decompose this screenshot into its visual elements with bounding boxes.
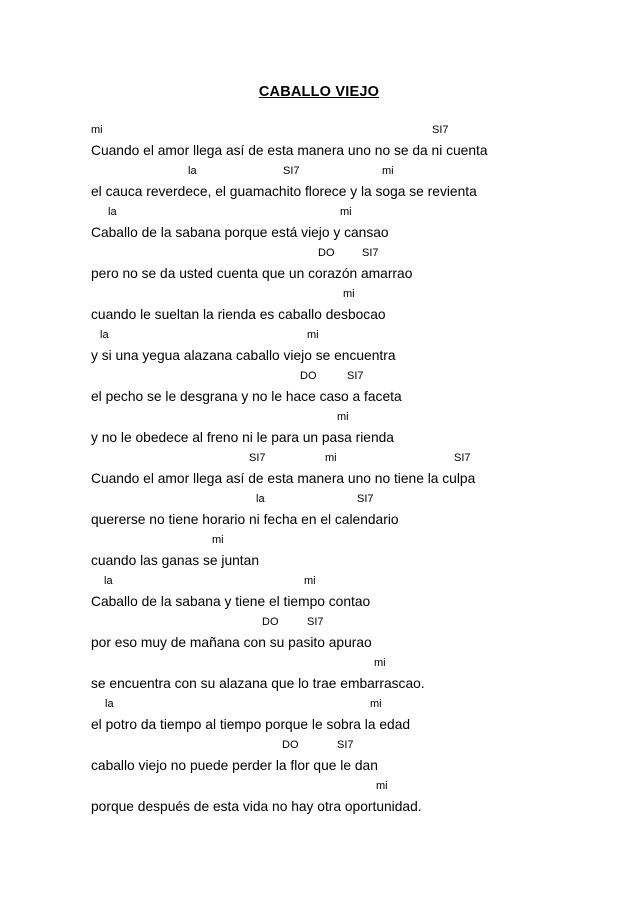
chord: SI7	[337, 739, 354, 751]
lyric-line: el potro da tiempo al tiempo porque le sobra la edad	[91, 717, 411, 732]
chord: mi	[340, 206, 352, 218]
chord: la	[188, 165, 197, 177]
chord: DO	[262, 616, 279, 628]
lyric-line: cuando las ganas se juntan	[91, 553, 259, 568]
lyric-line: por eso muy de mañana con su pasito apurao	[91, 635, 372, 650]
chord: SI7	[362, 247, 379, 259]
chord: SI7	[249, 452, 266, 464]
chord: SI7	[283, 165, 300, 177]
lyric-line: cuando le sueltan la rienda es caballo desbocao	[91, 307, 386, 322]
chord: DO	[300, 370, 317, 382]
lyric-line: Cuando el amor llega así de esta manera uno no tiene la culpa	[91, 471, 476, 486]
chord: mi	[376, 780, 388, 792]
lyric-line: y no le obedece al freno ni le para un pasa rienda	[91, 430, 394, 445]
chord: la	[108, 206, 117, 218]
chord: mi	[325, 452, 337, 464]
lyric-line: pero no se da usted cuenta que un corazón amarrao	[91, 266, 413, 281]
chord: mi	[307, 329, 319, 341]
chord: mi	[91, 124, 103, 136]
lyric-line: se encuentra con su alazana que lo trae embarrascao.	[91, 676, 425, 691]
lyric-line: Caballo de la sabana y tiene el tiempo contao	[91, 594, 371, 609]
lyric-line: y si una yegua alazana caballo viejo se encuentra	[91, 348, 396, 363]
chord: mi	[343, 288, 355, 300]
chord: SI7	[454, 452, 471, 464]
lyric-line: el pecho se le desgrana y no le hace caso a faceta	[91, 389, 402, 404]
lyric-line: Caballo de la sabana porque está viejo y cansao	[91, 225, 389, 240]
chord: SI7	[432, 124, 449, 136]
lyric-line: quererse no tiene horario ni fecha en el calendario	[91, 512, 399, 527]
chord: SI7	[347, 370, 364, 382]
chord: la	[100, 329, 109, 341]
chord: mi	[212, 534, 224, 546]
chord: DO	[318, 247, 335, 259]
song-title: CABALLO VIEJO	[258, 84, 380, 100]
lyric-line: caballo viejo no puede perder la flor que le dan	[91, 758, 378, 773]
chord: mi	[304, 575, 316, 587]
chord: mi	[382, 165, 394, 177]
chord: la	[105, 698, 114, 710]
chord: mi	[337, 411, 349, 423]
lyric-line: porque después de esta vida no hay otra oportunidad.	[91, 799, 422, 814]
chord: la	[256, 493, 265, 505]
chord: DO	[282, 739, 299, 751]
lyric-line: Cuando el amor llega así de esta manera uno no se da ni cuenta	[91, 143, 488, 158]
chord: mi	[370, 698, 382, 710]
lyric-line: el cauca reverdece, el guamachito florece y la soga se revienta	[91, 184, 477, 199]
chord: SI7	[357, 493, 374, 505]
chord: mi	[374, 657, 386, 669]
chord: la	[104, 575, 113, 587]
chord: SI7	[307, 616, 324, 628]
